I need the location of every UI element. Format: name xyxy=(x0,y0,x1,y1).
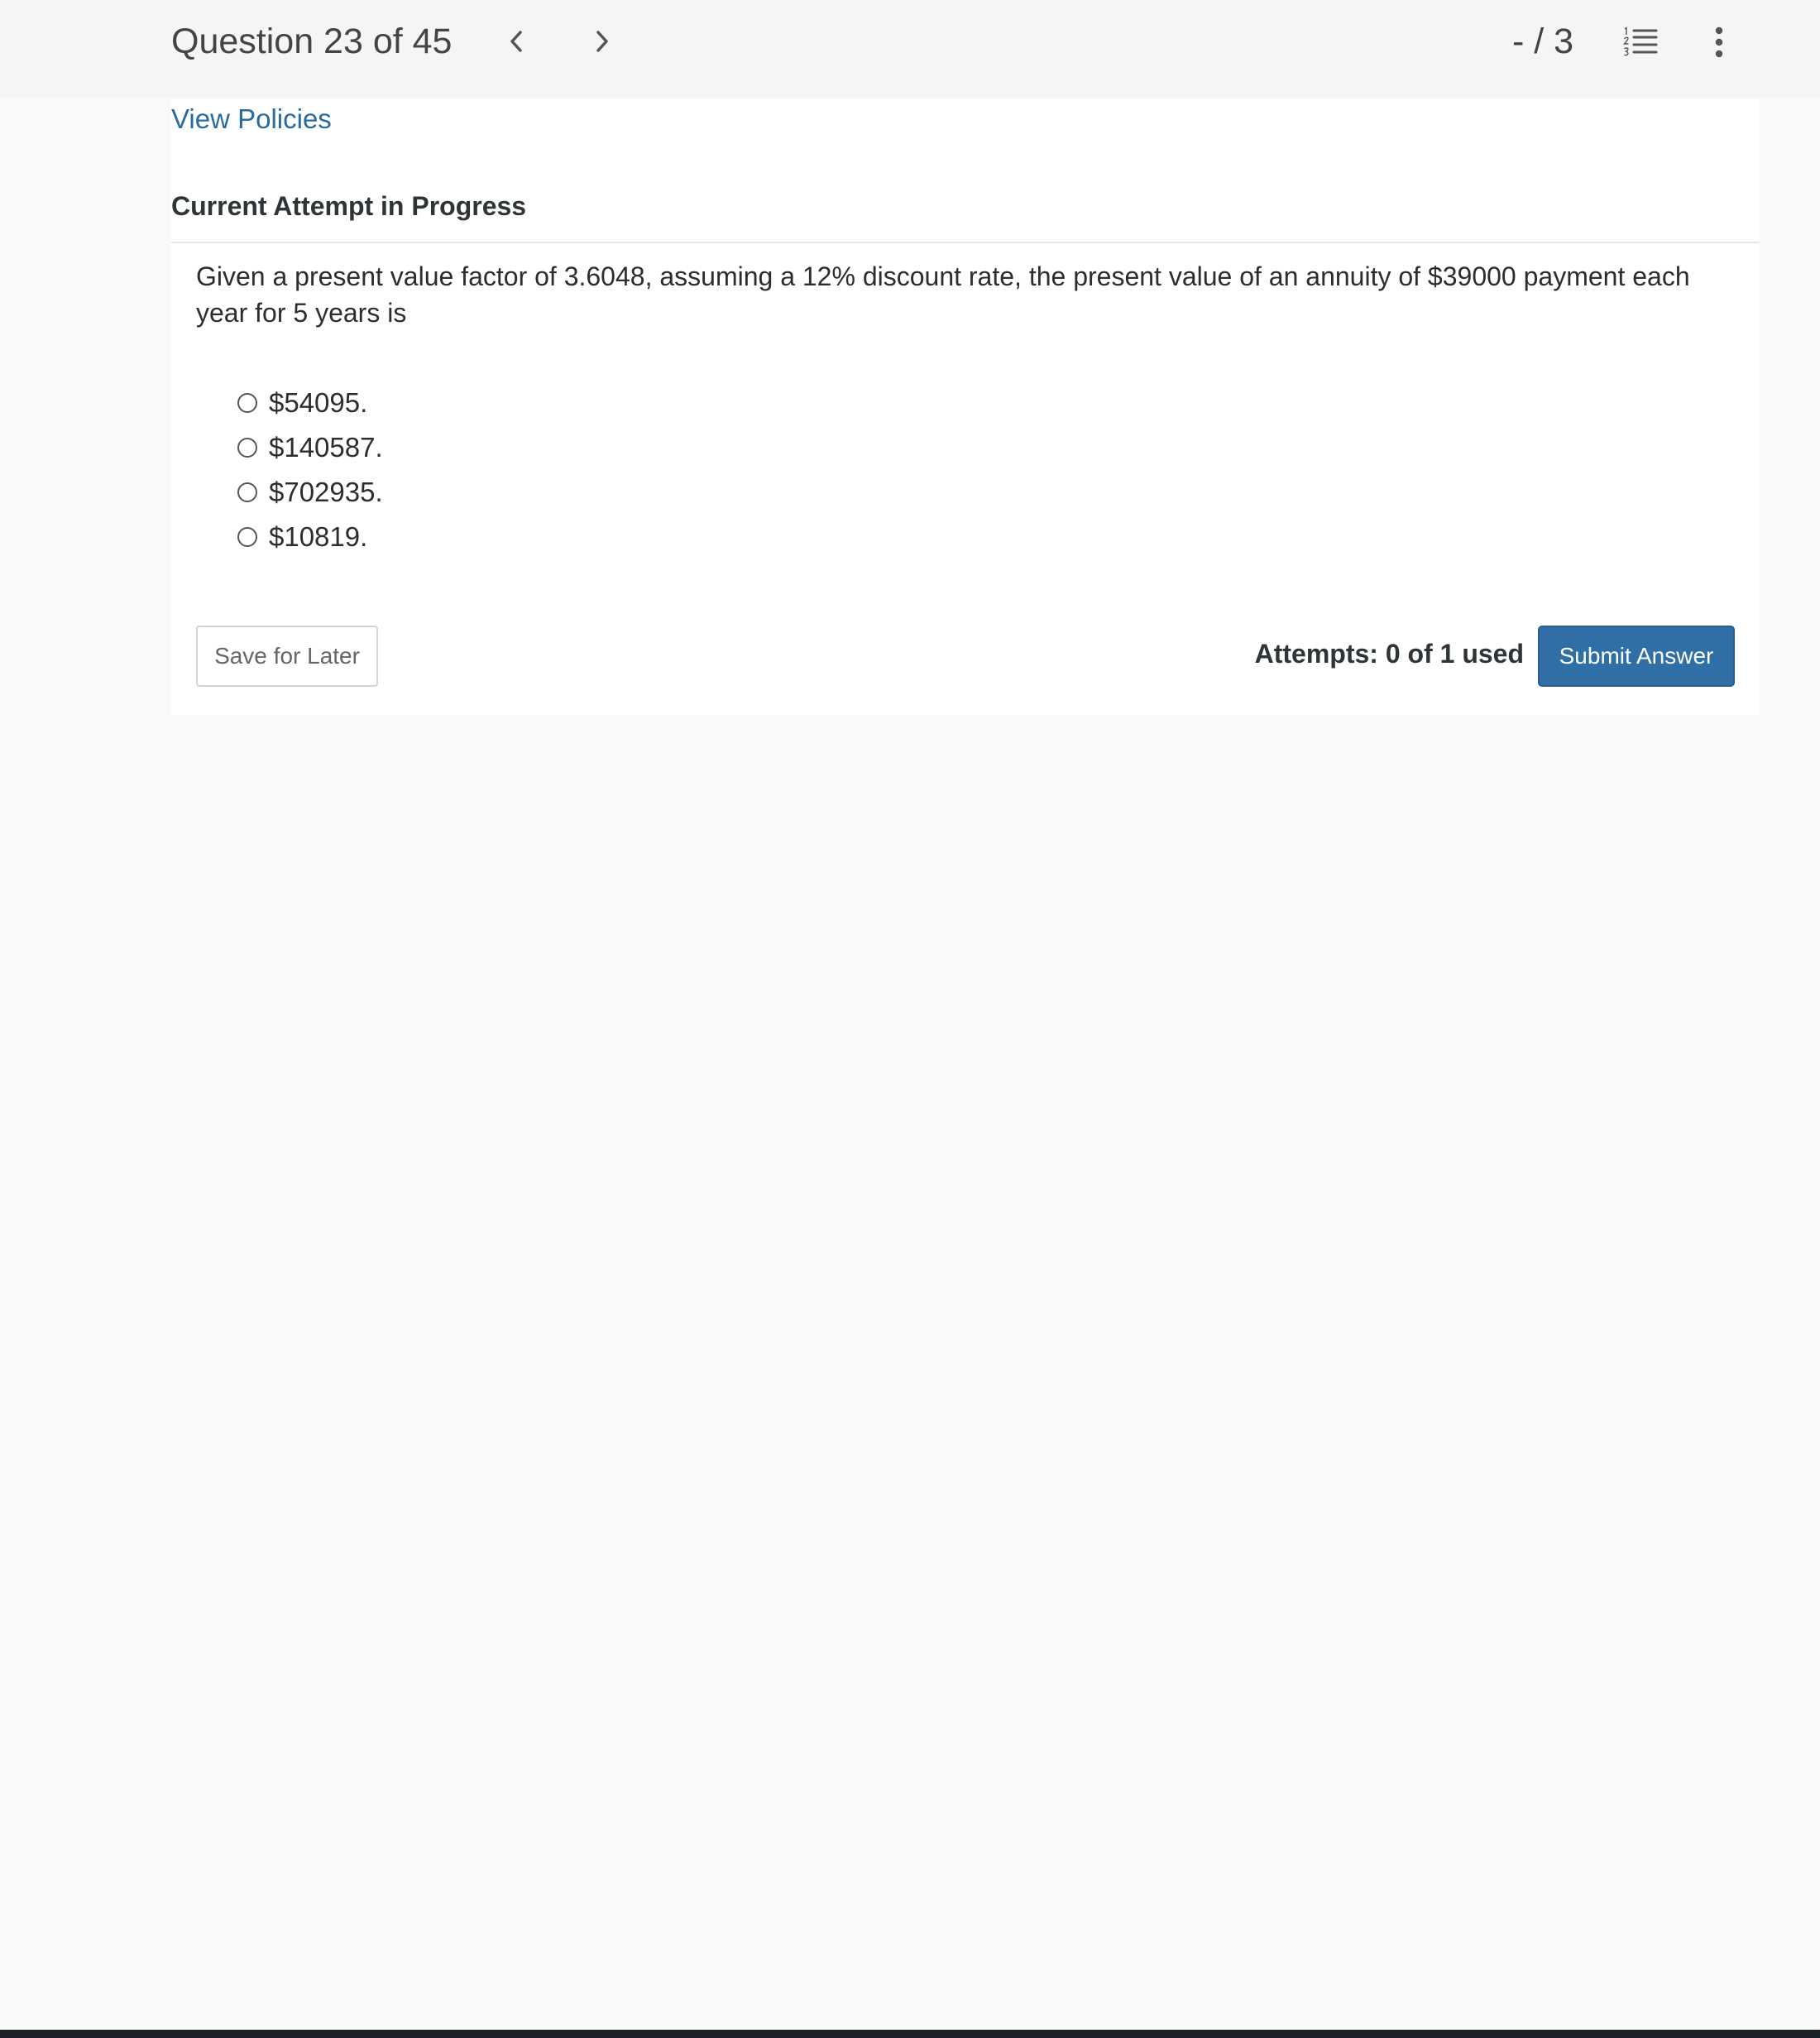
answer-option[interactable] xyxy=(237,425,383,470)
answer-option[interactable] xyxy=(237,470,383,515)
radio-button[interactable] xyxy=(237,482,257,502)
save-for-later-button[interactable]: Save for Later xyxy=(196,626,378,687)
submit-answer-button[interactable]: Submit Answer xyxy=(1538,626,1735,687)
more-options-button[interactable] xyxy=(1701,22,1737,63)
chevron-right-icon xyxy=(593,29,611,54)
answer-option[interactable] xyxy=(237,515,383,559)
next-question-button[interactable] xyxy=(582,22,622,61)
radio-button[interactable] xyxy=(237,527,257,547)
answer-option-label: $702935. xyxy=(269,477,383,507)
question-header xyxy=(0,0,1820,98)
answer-option-label: $54095. xyxy=(269,387,368,418)
answer-option-label: $10819. xyxy=(269,521,368,552)
question-counter: Question 23 of 45 xyxy=(171,22,453,61)
answer-option-label: $140587. xyxy=(269,432,383,463)
bottom-strip xyxy=(0,2030,1820,2038)
previous-question-button[interactable] xyxy=(496,22,536,61)
answer-option[interactable] xyxy=(237,381,383,425)
radio-button[interactable] xyxy=(237,393,257,413)
numbered-list-icon xyxy=(1623,26,1658,58)
question-card xyxy=(171,99,1760,715)
question-list-button[interactable] xyxy=(1620,22,1661,63)
question-score: - / 3 xyxy=(1512,22,1574,61)
divider xyxy=(171,242,1760,243)
view-policies-link[interactable]: View Policies xyxy=(171,103,332,134)
question-text: Given a present value factor of 3.6048, assuming a 12% discount rate, the present value of an annuity of $39000 payment each year for 5 years is xyxy=(196,261,1690,328)
answer-options xyxy=(237,381,383,559)
attempts-counter: Attempts: 0 of 1 used xyxy=(1254,639,1524,669)
chevron-left-icon xyxy=(507,29,525,54)
radio-button[interactable] xyxy=(237,438,257,458)
more-vertical-icon xyxy=(1714,26,1724,58)
attempt-heading: Current Attempt in Progress xyxy=(171,191,527,221)
